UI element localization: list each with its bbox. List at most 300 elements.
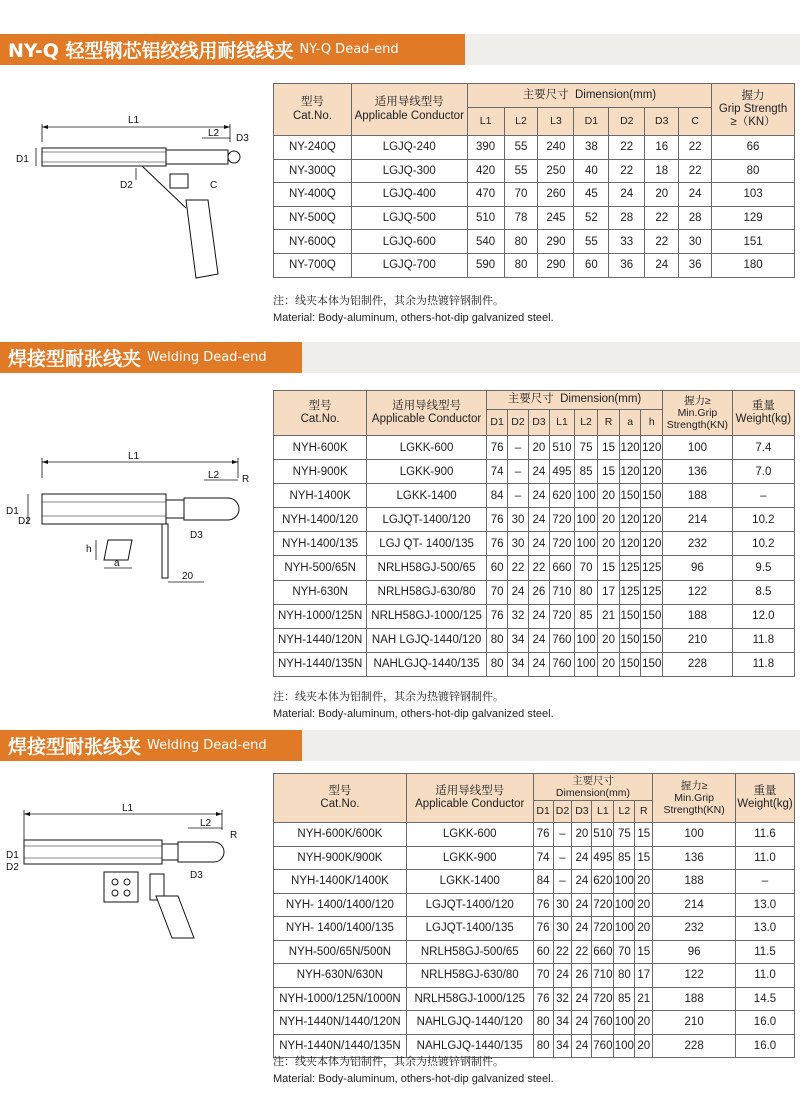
table-cell: 510 [592, 823, 614, 847]
table-cell: 33 [609, 230, 645, 254]
table-cell: 290 [538, 230, 574, 254]
header-dim: 主要尺寸 [507, 393, 554, 406]
table-cell: 760 [550, 628, 575, 652]
table-cell: 32 [508, 604, 528, 628]
table-cell: 30 [679, 230, 712, 254]
table-cell: 24 [528, 604, 549, 628]
section-3-title-cn: 焊接型耐张线夹 [8, 736, 142, 758]
table-cell: 120 [619, 532, 641, 556]
table-cell: NYH-1400K/1400K [274, 870, 407, 894]
table-cell: 24 [528, 460, 549, 484]
table-cell: LGJQT-1400/120 [367, 508, 487, 532]
table-cell: 188 [663, 484, 733, 508]
table-cell: 120 [619, 436, 641, 460]
table-cell: 11.0 [735, 846, 794, 870]
table-cell: 150 [619, 652, 641, 676]
table-cell: LGJQT-1400/120 [406, 893, 533, 917]
table-cell: 210 [663, 628, 733, 652]
table-cell: 26 [528, 580, 549, 604]
header-grip: 握力≥ [680, 779, 708, 792]
table-cell: 24 [609, 183, 645, 207]
table-cell: 214 [653, 893, 736, 917]
table-cell: 34 [508, 628, 528, 652]
table-cell: 214 [663, 508, 733, 532]
label-l2: L2 [200, 818, 212, 829]
table-cell: 120 [619, 508, 641, 532]
header-dim-col: D1 [533, 801, 553, 823]
table-cell: 11.8 [732, 628, 794, 652]
table-cell: 22 [679, 159, 712, 183]
table-cell: 13.0 [735, 917, 794, 941]
label-l1: L1 [128, 115, 140, 126]
table-cell: NYH-1400/120 [274, 508, 367, 532]
table-cell: 34 [508, 652, 528, 676]
table-cell: 660 [592, 940, 614, 964]
table-cell: 129 [712, 206, 795, 230]
label-d3: D3 [236, 133, 249, 144]
section-3-title-bar [0, 730, 302, 761]
table-cell: LGJQ-400 [351, 183, 467, 207]
section-1-title-cn: NY-Q 轻型钢芯铝绞线用耐线线夹 [8, 40, 294, 62]
table-row [274, 1011, 795, 1035]
table-cell: 150 [619, 484, 641, 508]
table-cell: LGKK-600 [406, 823, 533, 847]
table-cell: 76 [533, 987, 553, 1011]
table-cell: 245 [538, 206, 574, 230]
table-cell: 250 [538, 159, 574, 183]
table-cell: 760 [592, 1011, 614, 1035]
table-row [274, 183, 795, 207]
table-cell: 30 [508, 508, 528, 532]
section-3-note [273, 1054, 554, 1088]
table-cell: 390 [467, 136, 504, 160]
table-cell: NYH-1000/125N/1000N [274, 987, 407, 1011]
table-cell: 40 [574, 159, 609, 183]
table-row [274, 556, 795, 580]
table-cell: 28 [609, 206, 645, 230]
table-cell: 150 [619, 628, 641, 652]
table-cell: 720 [592, 987, 614, 1011]
table-cell: 20 [635, 917, 653, 941]
table-cell: 240 [538, 136, 574, 160]
table-row [274, 206, 795, 230]
table-cell: 100 [614, 1034, 635, 1058]
table-cell: – [553, 823, 572, 847]
table-cell: NYH-600K/600K [274, 823, 407, 847]
label-l2: L2 [208, 470, 220, 481]
header-dim-col: R [635, 801, 653, 823]
table-cell: 24 [528, 508, 549, 532]
table-cell: 136 [663, 460, 733, 484]
table-cell: 100 [574, 532, 598, 556]
table-cell: 120 [641, 508, 663, 532]
header-dim: 主要尺寸 [522, 88, 569, 101]
table-cell: 122 [663, 580, 733, 604]
header-dim-col: a [619, 410, 641, 436]
header-grip: 握力 [741, 89, 765, 102]
table-cell: 24 [528, 652, 549, 676]
label-20: 20 [182, 571, 194, 582]
table-cell: 15 [598, 556, 619, 580]
table-cell: 14.5 [735, 987, 794, 1011]
table-cell: 36 [679, 253, 712, 277]
table-cell: NAHLGJQ-1440/120 [406, 1011, 533, 1035]
label-d1: D1 [6, 850, 19, 861]
label-r: R [242, 474, 250, 485]
label-d3: D3 [190, 870, 203, 881]
table-cell: 20 [635, 1011, 653, 1035]
label-l2: L2 [208, 128, 220, 139]
table-cell: 15 [635, 823, 653, 847]
header-model: 型号 [308, 399, 332, 412]
table-cell: 100 [614, 893, 635, 917]
header-weight-en: Weight(kg) [735, 413, 792, 425]
table-cell: 24 [528, 628, 549, 652]
table-cell: 38 [574, 136, 609, 160]
header-grip-en: Grip Strength [718, 102, 788, 115]
table-row [274, 846, 795, 870]
table-cell: NYH-1400K [274, 484, 367, 508]
table-cell: 80 [504, 253, 538, 277]
table-cell: 8.5 [732, 580, 794, 604]
table-cell: LGKK-1400 [367, 484, 487, 508]
section-1-banner [0, 34, 800, 65]
table-cell: 20 [572, 823, 592, 847]
header-dim-col: L1 [550, 410, 575, 436]
header-grip-en: Min.Grip Strength(KN) [666, 406, 729, 432]
table-cell: 24 [508, 580, 528, 604]
table-cell: 100 [574, 652, 598, 676]
section-2-title-en: Welding Dead-end [147, 350, 267, 365]
table-cell: 60 [533, 940, 553, 964]
section-1-table [273, 83, 795, 278]
table-cell: 22 [609, 159, 645, 183]
table-cell: 125 [619, 556, 641, 580]
table-cell: NYH-900K [274, 460, 367, 484]
table-cell: 13.0 [735, 893, 794, 917]
table-cell: 20 [598, 652, 619, 676]
table-cell: 495 [592, 846, 614, 870]
table-cell: 710 [592, 964, 614, 988]
table-cell: 22 [528, 556, 549, 580]
table-cell: 125 [619, 580, 641, 604]
table-cell: 55 [574, 230, 609, 254]
table-cell: 100 [574, 484, 598, 508]
table-cell: 420 [467, 159, 504, 183]
table-cell: NY-240Q [274, 136, 352, 160]
table-cell: 70 [574, 556, 598, 580]
section-2-drawing [4, 450, 270, 590]
table-cell: 100 [663, 436, 733, 460]
table-row [274, 159, 795, 183]
header-model: 型号 [300, 96, 324, 109]
table-cell: 24 [572, 870, 592, 894]
table-row [274, 604, 795, 628]
table-row [274, 917, 795, 941]
table-cell: NY-300Q [274, 159, 352, 183]
table-cell: 30 [553, 893, 572, 917]
header-dim-col: D2 [508, 410, 528, 436]
table-cell: 100 [614, 870, 635, 894]
label-a: a [114, 558, 120, 569]
header-dim-col: L2 [574, 410, 598, 436]
table-cell: 84 [533, 870, 553, 894]
table-cell: 22 [679, 136, 712, 160]
table-cell: 17 [598, 580, 619, 604]
table-cell: 22 [645, 206, 679, 230]
table-cell: NYH-630N/630N [274, 964, 407, 988]
label-d2: D2 [120, 180, 133, 191]
table-cell: 22 [508, 556, 528, 580]
table-cell: LGJQ-700 [351, 253, 467, 277]
section-1-note [273, 293, 554, 327]
table-cell: 16 [645, 136, 679, 160]
header-conductor-en: Applicable Conductor [354, 109, 464, 122]
table-cell: 74 [486, 460, 507, 484]
table-cell: 20 [645, 183, 679, 207]
header-dim-col: D1 [486, 410, 507, 436]
table-cell: LGJQ-500 [351, 206, 467, 230]
table-cell: NRLH58GJ-630/80 [367, 580, 487, 604]
table-cell: 85 [614, 846, 635, 870]
table-cell: 76 [486, 508, 507, 532]
section-2-note [273, 689, 554, 723]
header-dim-col: D2 [553, 801, 572, 823]
note-en: Material: Body-aluminum, others-hot-dip galvanized steel. [273, 708, 554, 720]
table-cell: NY-500Q [274, 206, 352, 230]
table-cell: 120 [641, 460, 663, 484]
header-dim-col: D3 [645, 108, 679, 136]
header-conductor-en: Applicable Conductor [415, 798, 525, 810]
table-cell: 470 [467, 183, 504, 207]
table-cell: 34 [553, 1011, 572, 1035]
table-row [274, 436, 795, 460]
table-cell: 20 [598, 508, 619, 532]
table-cell: 66 [712, 136, 795, 160]
table-cell: 24 [553, 964, 572, 988]
label-c: C [210, 180, 218, 191]
table-cell: 228 [653, 1034, 736, 1058]
table-cell: 76 [486, 436, 507, 460]
header-dim-en: Dimension(mm) [574, 88, 657, 101]
table-cell: 188 [653, 870, 736, 894]
table-cell: 150 [641, 628, 663, 652]
table-row [274, 532, 795, 556]
table-cell: NYH-630N [274, 580, 367, 604]
header-model-en: Cat.No. [292, 109, 332, 122]
header-dim-col: h [641, 410, 663, 436]
header-dim-en: Dimension(mm) [555, 787, 630, 799]
table-cell: 20 [598, 532, 619, 556]
table-cell: 16.0 [735, 1034, 794, 1058]
table-cell: 24 [528, 484, 549, 508]
table-cell: NYH- 1400/1400/135 [274, 917, 407, 941]
header-dim-col: L3 [538, 108, 574, 136]
section-1-drawing [8, 108, 270, 288]
table-cell: 232 [653, 917, 736, 941]
table-cell: LGJQ-600 [351, 230, 467, 254]
table-cell: 12.0 [732, 604, 794, 628]
table-cell: 75 [574, 436, 598, 460]
table-cell: 24 [572, 893, 592, 917]
table-cell: 70 [614, 940, 635, 964]
table-cell: 24 [645, 253, 679, 277]
section-2-table [273, 390, 795, 677]
table-cell: 24 [679, 183, 712, 207]
table-row [274, 230, 795, 254]
table-cell: 55 [504, 136, 538, 160]
table-cell: 30 [553, 917, 572, 941]
table-cell: 136 [653, 846, 736, 870]
table-cell: 100 [574, 628, 598, 652]
table-cell: 150 [619, 604, 641, 628]
label-d1: D1 [16, 154, 29, 165]
table-cell: 17 [635, 964, 653, 988]
table-cell: 24 [572, 917, 592, 941]
table-row [274, 870, 795, 894]
table-cell: 70 [504, 183, 538, 207]
section-2-table-body [274, 436, 795, 677]
table-cell: 85 [574, 604, 598, 628]
section-1-title-en: NY-Q Dead-end [299, 42, 399, 57]
table-cell: 11.5 [735, 940, 794, 964]
table-cell: 70 [533, 964, 553, 988]
table-cell: 720 [550, 508, 575, 532]
table-cell: – [553, 870, 572, 894]
section-2-title-cn: 焊接型耐张线夹 [8, 348, 142, 370]
header-dim-col: D2 [609, 108, 645, 136]
note-en: Material: Body-aluminum, others-hot-dip galvanized steel. [273, 312, 554, 324]
table-cell: 125 [641, 580, 663, 604]
table-row [274, 508, 795, 532]
table-cell: 76 [533, 823, 553, 847]
table-cell: 52 [574, 206, 609, 230]
header-dim: 主要尺寸 [571, 774, 614, 787]
table-cell: 76 [533, 917, 553, 941]
table-cell: 22 [609, 136, 645, 160]
table-row [274, 964, 795, 988]
header-dim-en: Dimension(mm) [560, 393, 642, 406]
table-cell: 15 [598, 460, 619, 484]
header-dim-col: R [598, 410, 619, 436]
table-cell: NAHLGJQ-1440/135 [406, 1034, 533, 1058]
table-cell: 11.0 [735, 964, 794, 988]
table-cell: 22 [553, 940, 572, 964]
table-cell: 11.6 [735, 823, 794, 847]
table-cell: 30 [508, 532, 528, 556]
label-h: h [86, 544, 92, 555]
table-cell: 188 [663, 604, 733, 628]
table-cell: 120 [641, 532, 663, 556]
table-cell: NRLH58GJ-630/80 [406, 964, 533, 988]
table-cell: NYH-500/65N/500N [274, 940, 407, 964]
table-cell: – [508, 436, 528, 460]
table-cell: 760 [550, 652, 575, 676]
label-d2: D2 [18, 516, 31, 527]
table-cell: 720 [592, 893, 614, 917]
table-cell: 150 [641, 484, 663, 508]
table-cell: 620 [550, 484, 575, 508]
table-row [274, 253, 795, 277]
table-cell: 720 [550, 532, 575, 556]
table-cell: 24 [528, 532, 549, 556]
table-cell: 76 [486, 604, 507, 628]
header-model-en: Cat.No. [320, 798, 360, 810]
table-cell: 100 [574, 508, 598, 532]
table-cell: NAH LGJQ-1440/120 [367, 628, 487, 652]
table-cell: 540 [467, 230, 504, 254]
table-cell: 15 [635, 846, 653, 870]
table-cell: 10.2 [732, 508, 794, 532]
table-cell: 24 [572, 1034, 592, 1058]
section-3-banner [0, 730, 800, 761]
table-cell: 60 [486, 556, 507, 580]
table-cell: – [732, 484, 794, 508]
table-cell: 26 [572, 964, 592, 988]
table-cell: 28 [679, 206, 712, 230]
table-cell: 24 [572, 846, 592, 870]
table-row [274, 652, 795, 676]
table-cell: LGJQ-240 [351, 136, 467, 160]
table-cell: 85 [614, 987, 635, 1011]
table-cell: 36 [609, 253, 645, 277]
table-cell: 74 [533, 846, 553, 870]
table-cell: NYH-1400/135 [274, 532, 367, 556]
header-dim-col: D3 [528, 410, 549, 436]
table-cell: 495 [550, 460, 575, 484]
header-conductor: 适用导线型号 [374, 96, 444, 109]
table-cell: 20 [635, 893, 653, 917]
table-cell: 80 [574, 580, 598, 604]
table-cell: 20 [635, 1034, 653, 1058]
note-en: Material: Body-aluminum, others-hot-dip galvanized steel. [273, 1073, 554, 1085]
table-cell: 20 [635, 870, 653, 894]
table-cell: NY-600Q [274, 230, 352, 254]
header-conductor: 适用导线型号 [435, 784, 505, 797]
table-cell: 180 [712, 253, 795, 277]
table-cell: 720 [592, 917, 614, 941]
note-cn: 注：线夹本体为铝制件，其余为热镀锌钢制件。 [273, 1056, 504, 1068]
table-cell: 150 [641, 652, 663, 676]
table-cell: 80 [486, 652, 507, 676]
table-cell: 10.2 [732, 532, 794, 556]
table-cell: 120 [619, 460, 641, 484]
table-cell: 60 [574, 253, 609, 277]
table-cell: 7.4 [732, 436, 794, 460]
table-row [274, 460, 795, 484]
table-cell: 15 [598, 436, 619, 460]
table-cell: 122 [653, 964, 736, 988]
table-cell: LGKK-600 [367, 436, 487, 460]
table-cell: LGKK-900 [406, 846, 533, 870]
header-model-en: Cat.No. [300, 413, 340, 425]
table-cell: 103 [712, 183, 795, 207]
table-cell: – [508, 484, 528, 508]
table-row [274, 136, 795, 160]
table-cell: 76 [533, 893, 553, 917]
table-cell: – [508, 460, 528, 484]
section-2-title-bar [0, 342, 302, 373]
table-cell: NYH-1440N/1440/120N [274, 1011, 407, 1035]
section-2-banner [0, 342, 800, 373]
header-weight: 重量 [753, 784, 777, 797]
table-cell: 15 [635, 940, 653, 964]
table-cell: 188 [653, 987, 736, 1011]
header-dim-col: D3 [572, 801, 592, 823]
table-cell: LGKK-1400 [406, 870, 533, 894]
table-cell: 125 [641, 556, 663, 580]
table-cell: – [735, 870, 794, 894]
